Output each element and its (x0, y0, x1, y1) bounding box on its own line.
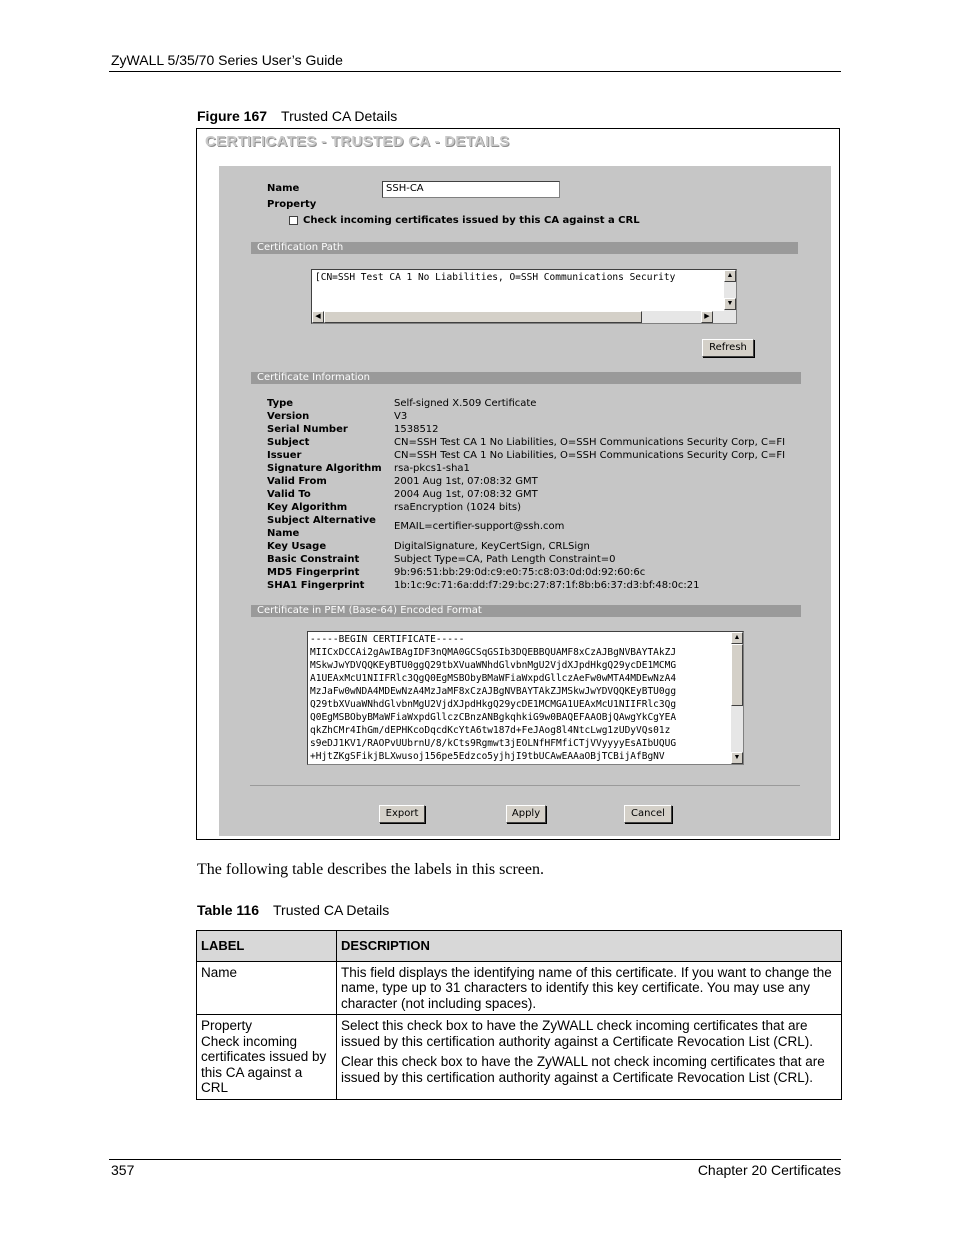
export-button[interactable]: Export (379, 805, 425, 823)
pem-line: Q0EgMSBObyBMaWFiaWxpdGllczCBnzANBgkqhkiG9w0BAQEFAAOBjQAwgYkCgYEA (310, 712, 677, 723)
info-value: CN=SSH Test CA 1 No Liabilities, O=SSH Communications Security Corp, C=FI (394, 437, 786, 448)
info-label: SHA1 Fingerprint (267, 580, 365, 591)
table-header-row (197, 931, 842, 962)
info-label: Serial Number (267, 424, 348, 435)
body-paragraph: The following table describes the labels in this screen. (197, 861, 545, 878)
certification-path-vscroll[interactable] (724, 270, 736, 323)
info-value: 1b:1c:9c:71:6a:dd:f7:29:bc:27:87:1f:8b:b6:37:d3:bf:48:0c:21 (394, 580, 700, 591)
crl-checkbox-label: Check incoming certificates issued by this CA against a CRL (303, 215, 640, 226)
info-value: CN=SSH Test CA 1 No Liabilities, O=SSH Communications Security Corp, C=FI (394, 450, 786, 461)
info-value: 2004 Aug 1st, 07:08:32 GMT (394, 489, 538, 500)
table-cell-description (337, 961, 842, 1015)
name-input-value: SSH-CA (386, 183, 424, 194)
pem-scroll-thumb[interactable] (731, 644, 743, 706)
certification-path-text: [CN=SSH Test CA 1 No Liabilities, O=SSH Communications Security (315, 272, 676, 283)
action-separator (250, 785, 800, 786)
pem-line: MIICxDCCAi2gAwIBAgIDF3nQMA0GCSqGSIb3DQEBBQUAMF8xCzAJBgNVBAYTAkZJ (310, 647, 677, 658)
figure-title: Trusted CA Details (281, 108, 398, 124)
info-value: Self-signed X.509 Certificate (394, 398, 537, 409)
apply-button[interactable]: Apply (506, 805, 546, 823)
table-row (197, 961, 842, 1015)
description-paragraph: Select this check box to have the ZyWALL check incoming certificates that are issued by this certification authority against a Certificate Revocation List (CRL). (341, 1018, 813, 1049)
column-header-label: LABEL (197, 931, 337, 962)
certification-path-box[interactable] (311, 269, 737, 324)
pem-line: +HjtZKgSFikjBLXwusoj156pe5Edzco5yjhjI9tbUCAwEAAaOBjTCBijAfBgNV (310, 751, 665, 762)
table-cell-label: Name (197, 961, 337, 1015)
info-label: Subject (267, 437, 310, 448)
chapter-title: Chapter 20 Certificates (697, 1162, 841, 1178)
info-value: 2001 Aug 1st, 07:08:32 GMT (394, 476, 538, 487)
figure-label: Figure 167 (197, 108, 268, 124)
column-header-description: DESCRIPTION (337, 931, 842, 962)
pem-vscroll[interactable] (731, 632, 743, 764)
crl-checkbox[interactable] (289, 216, 298, 225)
info-label: Key Usage (267, 541, 327, 552)
description-table (196, 930, 842, 1100)
table-row (197, 1015, 842, 1100)
figure-caption (197, 108, 397, 124)
table-caption (197, 902, 389, 918)
scroll-down-icon[interactable]: ▼ (731, 752, 743, 764)
info-label: Valid To (267, 489, 311, 500)
scroll-down-icon[interactable]: ▼ (724, 298, 736, 310)
pem-line: qkZhCMr4IhGm/dEPHKcoDqcdKcYtA6tw187d+FeJAog8l4NtcLwg1zUDyVQs01z (310, 725, 671, 736)
info-value: 9b:96:51:bb:29:0d:c9:e0:75:c8:03:0d:0d:92:60:6c (394, 567, 646, 578)
running-header: ZyWALL 5/35/70 Series User’s Guide (111, 52, 343, 68)
info-label-line1: Subject Alternative (267, 515, 376, 526)
info-value: V3 (394, 411, 408, 422)
info-label: Key Algorithm (267, 502, 348, 513)
info-label: Version (267, 411, 310, 422)
footer-rule (109, 1159, 841, 1160)
pem-line: MzJaFw0wNDA4MDEwNzA4MzJaMF8xCzAJBgNVBAYTAkZJMSkwJwYDVQQKEyBTU0gg (310, 686, 677, 697)
info-label: Basic Constraint (267, 554, 360, 565)
name-label: Name (267, 183, 300, 194)
info-value: DigitalSignature, KeyCertSign, CRLSign (394, 541, 590, 552)
pem-line: Q29tbXVuaWNhdGlvbnMgU2VjdXJpdHkgQ29ycDE1MCMGA1UEAxMcU1NIIFRlc3Qg (310, 699, 677, 710)
screen-title: CERTIFICATES - TRUSTED CA - DETAILS (205, 133, 510, 150)
info-value: rsa-pkcs1-sha1 (394, 463, 470, 474)
certification-path-header: Certification Path (251, 242, 798, 254)
info-label: Issuer (267, 450, 302, 461)
table-cell-description (337, 1015, 842, 1100)
page-number: 357 (111, 1162, 135, 1178)
description-paragraph: Clear this check box to have the ZyWALL not check incoming certificates that are issued by this certification authority against a Certificate Revocation List (CRL). (341, 1054, 825, 1085)
info-label: Valid From (267, 476, 327, 487)
info-value: 1538512 (394, 424, 439, 435)
details-panel (219, 166, 831, 836)
info-label: Type (267, 398, 294, 409)
description-paragraph: This field displays the identifying name of this certificate. If you want to change the name, type up to 31 characters to identify this key certificate. You may use any character (not including spaces). (341, 964, 832, 1011)
pem-line: MSkwJwYDVQQKEyBTU0ggQ29tbXVuaWNhdGlvbnMgU2VjdXJpdHkgQ29ycDE1MCMG (310, 660, 677, 671)
name-input[interactable] (382, 181, 560, 198)
table-cell-label: Property Check incoming certificates issued by this CA against a CRL (197, 1015, 337, 1100)
info-value: rsaEncryption (1024 bits) (394, 502, 522, 513)
info-value: EMAIL=certifier-support@ssh.com (394, 521, 565, 532)
info-value: Subject Type=CA, Path Length Constraint=0 (394, 554, 616, 565)
certificate-information-header: Certificate Information (251, 372, 801, 384)
table-label: Table 116 (197, 902, 260, 918)
property-label: Property (267, 199, 317, 210)
pem-line: -----BEGIN CERTIFICATE----- (310, 634, 465, 645)
cancel-button[interactable]: Cancel (624, 805, 672, 823)
pem-line: s9eDJ1KV1/RAOPvUUbrnU/8/kCts9Rgmwt3jEOLNfHFMfiCTjVVyyyyEsAIbUQUG (310, 738, 677, 749)
info-label: MD5 Fingerprint (267, 567, 360, 578)
header-rule (109, 71, 841, 72)
pem-textarea[interactable] (307, 631, 744, 765)
scroll-left-icon[interactable]: ◀ (312, 311, 324, 323)
scroll-up-icon[interactable]: ▲ (731, 632, 743, 644)
scroll-up-icon[interactable]: ▲ (724, 270, 736, 282)
table-title: Trusted CA Details (273, 902, 390, 918)
pem-header: Certificate in PEM (Base-64) Encoded Format (251, 605, 801, 617)
certification-path-hscroll[interactable] (312, 311, 724, 323)
pem-line: A1UEAxMcU1NIIFRlc3QgQ0EgMSBObyBMaWFiaWxpdGllczAeFw0wMTA4MDEwNzA4 (310, 673, 677, 684)
scroll-right-icon[interactable]: ▶ (701, 311, 713, 323)
info-label: Signature Algorithm (267, 463, 382, 474)
hscroll-thumb[interactable] (324, 311, 642, 323)
refresh-button[interactable]: Refresh (702, 339, 754, 357)
screenshot-frame (196, 128, 840, 840)
info-label-line2: Name (267, 528, 300, 539)
